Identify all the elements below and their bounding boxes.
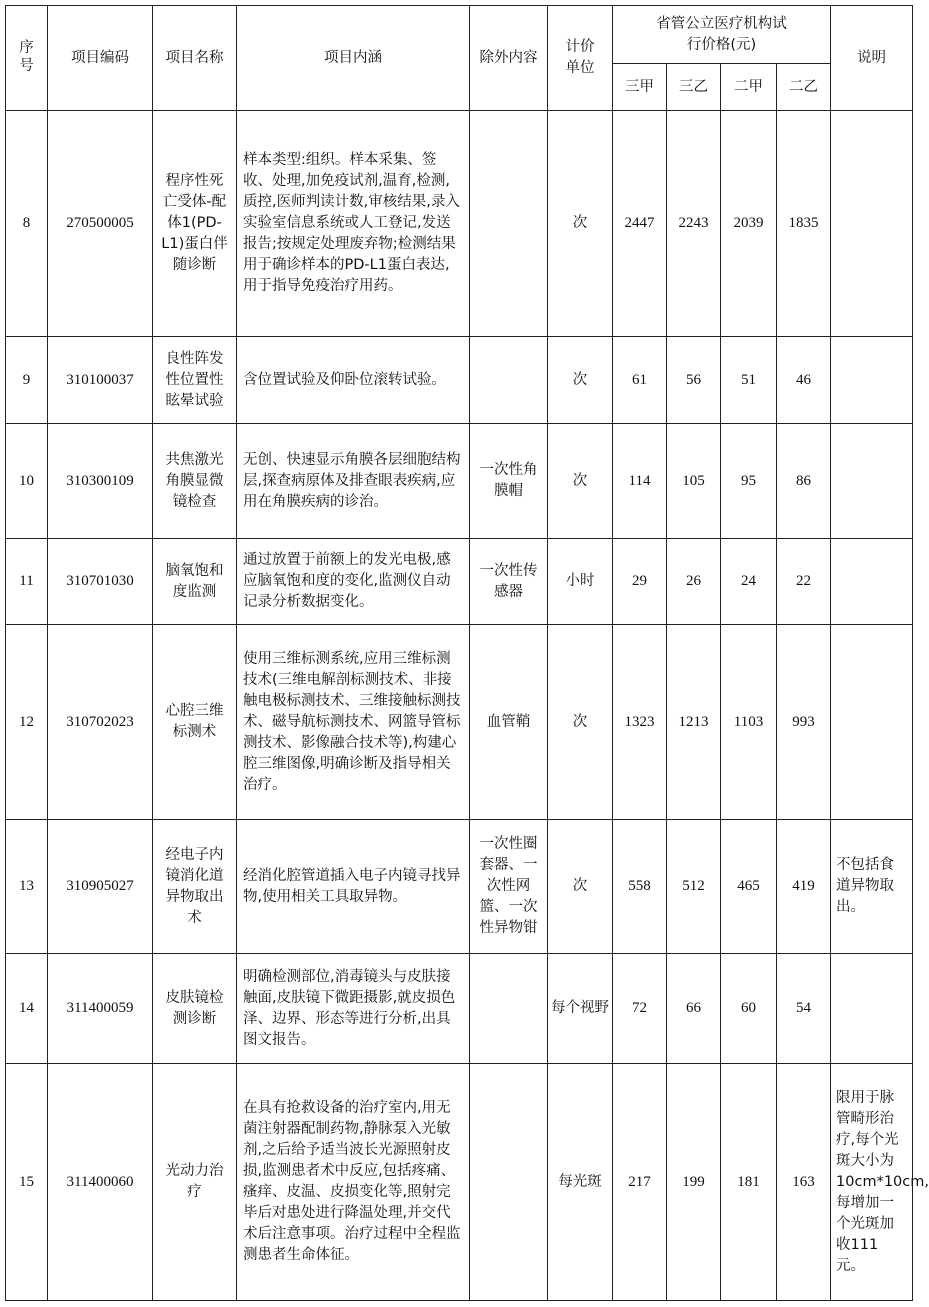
row-exclude [470,954,548,1064]
row-unit: 小时 [548,539,613,625]
header-row-top [6,6,913,64]
row-note: 不包括食道异物取出。 [831,820,913,954]
row-price-grade-2: 105 [667,424,721,539]
row-price-grade-4: 46 [777,337,831,424]
row-price-grade-3: 181 [721,1064,777,1301]
row-exclude: 一次性角膜帽 [470,424,548,539]
row-price-grade-4: 1835 [777,111,831,337]
row-price-grade-2: 512 [667,820,721,954]
row-exclude [470,111,548,337]
row-price-grade-1: 2447 [613,111,667,337]
row-unit: 次 [548,424,613,539]
row-content: 含位置试验及仰卧位滚转试验。 [237,337,470,424]
row-price-grade-1: 114 [613,424,667,539]
row-price-grade-4: 163 [777,1064,831,1301]
table-row [6,625,913,820]
row-price-grade-4: 993 [777,625,831,820]
row-note [831,954,913,1064]
header-content: 项目内涵 [237,6,470,111]
row-code: 310905027 [48,820,153,954]
row-name: 光动力治疗 [153,1064,237,1301]
header-code: 项目编码 [48,6,153,111]
row-content: 无创、快速显示角膜各层细胞结构层,探查病原体及排查眼表疾病,应用在角膜疾病的诊治。 [237,424,470,539]
row-price-grade-3: 51 [721,337,777,424]
row-content: 使用三维标测系统,应用三维标测技术(三维电解剖标测技术、非接触电极标测技术、三维接触标测技术、磁导航标测技术、网篮导管标测技术、影像融合技术等),构建心腔三维图像,明确诊断及指导相关治疗。 [237,625,470,820]
row-price-grade-1: 29 [613,539,667,625]
row-seq: 10 [6,424,48,539]
row-note [831,424,913,539]
row-content: 经消化腔管道插入电子内镜寻找异物,使用相关工具取异物。 [237,820,470,954]
row-price-grade-2: 26 [667,539,721,625]
row-price-grade-1: 1323 [613,625,667,820]
row-content: 在具有抢救设备的治疗室内,用无菌注射器配制药物,静脉泵入光敏剂,之后给予适当波长光源照射皮损,监测患者术中反应,包括疼痛、瘙痒、皮温、皮损变化等,照射完毕后对患处进行降温处理,并交代术后注意事项。治疗过程中全程监测患者生命体征。 [237,1064,470,1301]
row-name: 共焦激光角膜显微镜检查 [153,424,237,539]
table-row [6,1064,913,1301]
table-row [6,820,913,954]
row-price-grade-1: 72 [613,954,667,1064]
row-price-grade-2: 199 [667,1064,721,1301]
table-row [6,424,913,539]
row-name: 良性阵发性位置性眩晕试验 [153,337,237,424]
row-unit: 次 [548,111,613,337]
row-seq: 11 [6,539,48,625]
price-table-page [5,5,929,1301]
row-content: 明确检测部位,消毒镜头与皮肤接触面,皮肤镜下微距摄影,就皮损色泽、边界、形态等进行分析,出具图文报告。 [237,954,470,1064]
row-code: 310702023 [48,625,153,820]
row-price-grade-1: 558 [613,820,667,954]
row-exclude [470,1064,548,1301]
row-code: 310300109 [48,424,153,539]
row-seq: 13 [6,820,48,954]
table-body [6,111,929,1301]
row-code: 311400060 [48,1064,153,1301]
row-code: 270500005 [48,111,153,337]
row-unit: 次 [548,337,613,424]
row-price-grade-1: 61 [613,337,667,424]
row-price-grade-3: 1103 [721,625,777,820]
row-code: 310701030 [48,539,153,625]
row-exclude [470,337,548,424]
row-note [831,337,913,424]
row-note [831,111,913,337]
row-price-grade-3: 2039 [721,111,777,337]
row-price-grade-3: 465 [721,820,777,954]
row-price-grade-4: 22 [777,539,831,625]
table-row [6,539,913,625]
row-seq: 9 [6,337,48,424]
row-price-grade-1: 217 [613,1064,667,1301]
row-exclude: 一次性圈套器、一次性网篮、一次性异物钳 [470,820,548,954]
row-note: 限用于脉管畸形治疗,每个光斑大小为 10cm*10cm,每增加一个光斑加收111元。 [831,1064,913,1301]
row-content: 样本类型:组织。样本采集、签收、处理,加免疫试剂,温育,检测,质控,医师判读计数,审核结果,录入实验室信息系统或人工登记,发送报告;按规定处理废弃物;检测结果用于确诊样本的PD-L1蛋白表达,用于指导免疫治疗用药。 [237,111,470,337]
row-exclude: 一次性传感器 [470,539,548,625]
row-seq: 8 [6,111,48,337]
header-note: 说明 [831,6,913,111]
row-price-grade-2: 66 [667,954,721,1064]
row-note [831,539,913,625]
row-exclude: 血管鞘 [470,625,548,820]
header-price-group: 省管公立医疗机构试行价格(元) [613,6,831,64]
row-unit: 次 [548,625,613,820]
row-price-grade-2: 2243 [667,111,721,337]
row-price-grade-3: 60 [721,954,777,1064]
row-name: 程序性死亡受体-配体1(PD-L1)蛋白伴随诊断 [153,111,237,337]
header-grade-4: 二乙 [777,64,831,111]
row-content: 通过放置于前额上的发光电极,感应脑氧饱和度的变化,监测仪自动记录分析数据变化。 [237,539,470,625]
row-price-grade-2: 56 [667,337,721,424]
row-unit: 次 [548,820,613,954]
row-price-grade-4: 54 [777,954,831,1064]
header-exclude: 除外内容 [470,6,548,111]
row-name: 皮肤镜检测诊断 [153,954,237,1064]
row-unit: 每个视野 [548,954,613,1064]
row-code: 310100037 [48,337,153,424]
row-seq: 12 [6,625,48,820]
row-price-grade-4: 86 [777,424,831,539]
row-seq: 15 [6,1064,48,1301]
header-grade-1: 三甲 [613,64,667,111]
header-unit: 计价单位 [548,6,613,111]
row-unit: 每光斑 [548,1064,613,1301]
row-code: 311400059 [48,954,153,1064]
table-row [6,111,913,337]
row-price-grade-4: 419 [777,820,831,954]
price-table [5,5,929,1301]
header-grade-3: 二甲 [721,64,777,111]
header-grade-2: 三乙 [667,64,721,111]
table-row [6,337,913,424]
row-price-grade-3: 24 [721,539,777,625]
table-row [6,954,913,1064]
row-price-grade-3: 95 [721,424,777,539]
header-name: 项目名称 [153,6,237,111]
row-note [831,625,913,820]
row-seq: 14 [6,954,48,1064]
row-name: 心腔三维标测术 [153,625,237,820]
row-name: 经电子内镜消化道异物取出术 [153,820,237,954]
header-seq: 序号 [6,6,48,111]
row-price-grade-2: 1213 [667,625,721,820]
row-name: 脑氧饱和度监测 [153,539,237,625]
